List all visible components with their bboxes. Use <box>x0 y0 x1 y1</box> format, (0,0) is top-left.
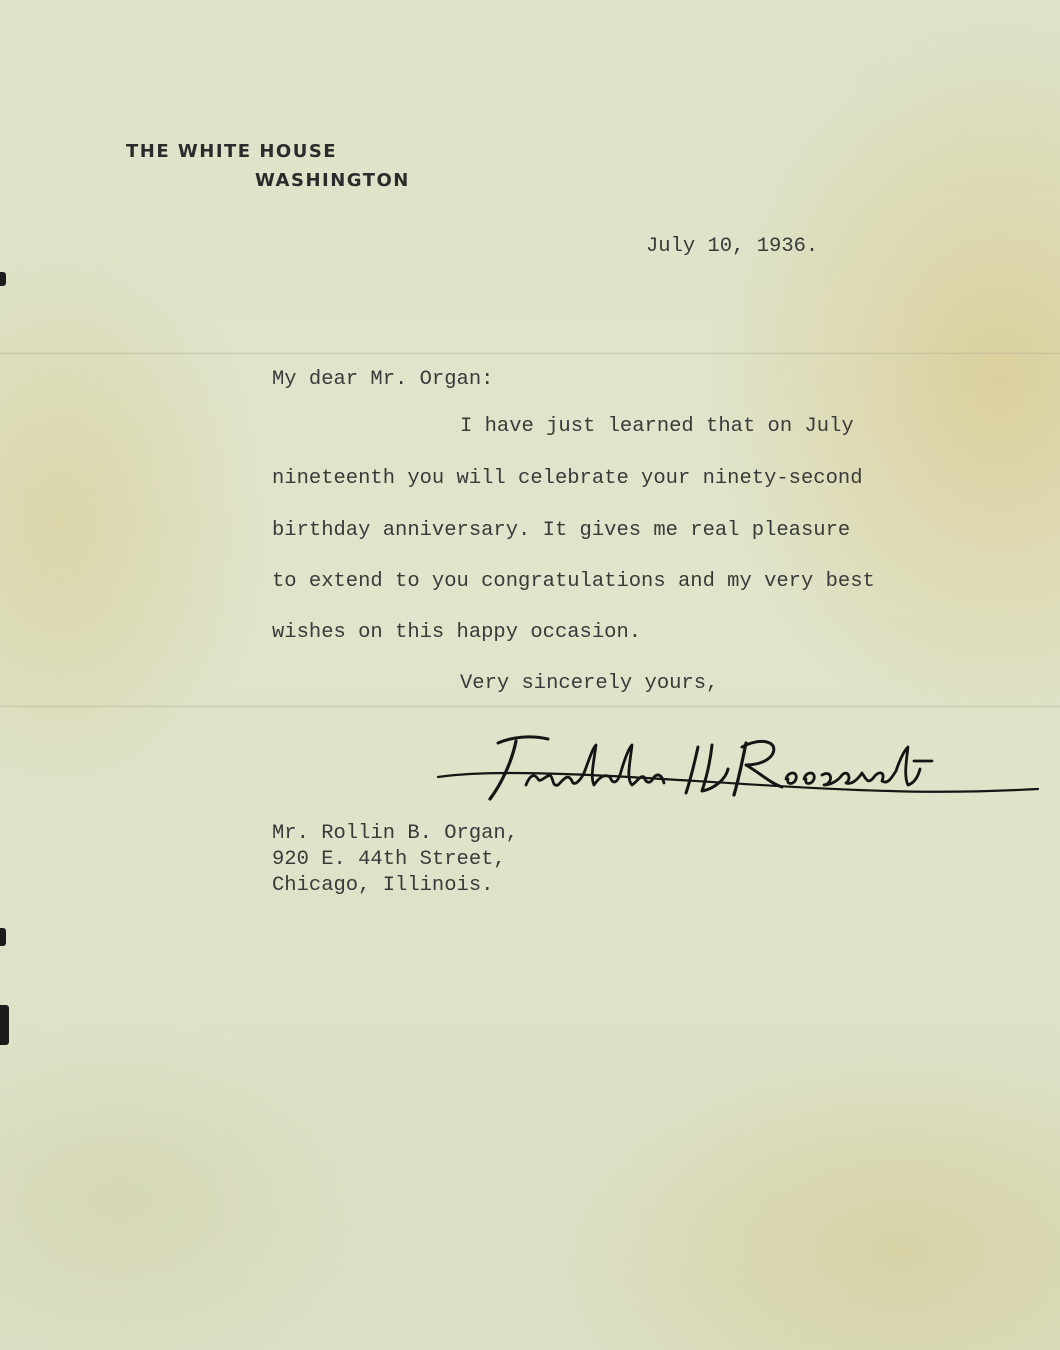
letter-date: July 10, 1936. <box>646 235 819 258</box>
closing: Very sincerely yours, <box>460 672 719 695</box>
binding-mark <box>0 272 6 286</box>
paper-fold-line <box>0 705 1060 708</box>
binding-mark <box>0 928 6 946</box>
body-line: nineteenth you will celebrate your ninety-second <box>272 467 863 490</box>
body-line: wishes on this happy occasion. <box>272 621 642 644</box>
letterhead-city: WASHINGTON <box>255 170 410 191</box>
body-line: birthday anniversary. It gives me real pleasure <box>272 519 851 542</box>
paper-fold-line <box>0 352 1060 355</box>
body-line: I have just learned that on July <box>460 415 854 438</box>
letterhead-title: THE WHITE HOUSE <box>126 141 338 162</box>
signature <box>420 715 1040 825</box>
recipient-name: Mr. Rollin B. Organ, <box>272 822 519 845</box>
body-line: to extend to you congratulations and my very best <box>272 570 875 593</box>
salutation: My dear Mr. Organ: <box>272 368 494 391</box>
recipient-city: Chicago, Illinois. <box>272 874 494 897</box>
binding-mark <box>0 1005 9 1045</box>
recipient-street: 920 E. 44th Street, <box>272 848 506 871</box>
